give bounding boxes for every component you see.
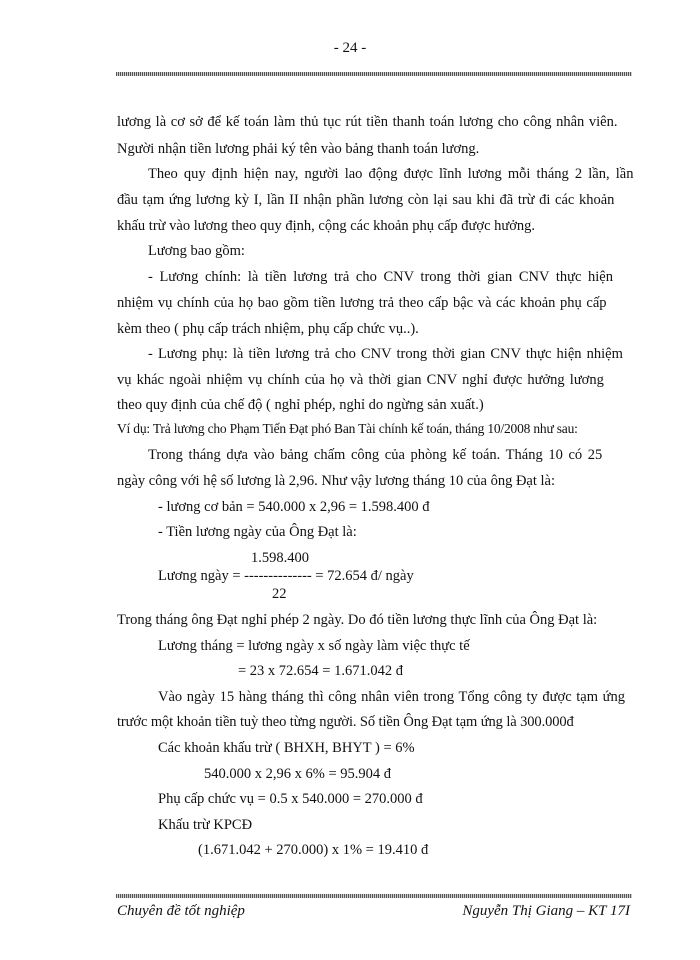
body-line: vụ khác ngoài nhiệm vụ chính của họ và thời gian CNV nghỉ được hưởng lương — [117, 372, 604, 388]
formula-denominator: 22 — [272, 586, 287, 602]
body-line: Các khoản khấu trừ ( BHXH, BHYT ) = 6% — [158, 740, 415, 756]
body-line: đầu tạm ứng lương kỳ I, lần II nhận phần lương còn lại sau khi đã trừ đi các khoản — [117, 192, 615, 208]
body-line: 540.000 x 2,96 x 6% = 95.904 đ — [204, 766, 392, 782]
body-line: nhiệm vụ chính của họ bao gồm tiền lương trả theo cấp bậc và các khoản phụ cấp — [117, 295, 607, 311]
body-line: lương là cơ sở để kế toán làm thủ tục rút tiền thanh toán lương cho công nhân viên. — [117, 114, 618, 130]
header-rule — [116, 72, 632, 76]
body-line: Người nhận tiền lương phải ký tên vào bảng thanh toán lương. — [117, 141, 480, 157]
body-line: - Lương phụ: là tiền lương trả cho CNV trong thời gian CNV thực hiện nhiệm — [148, 346, 623, 362]
body-line: (1.671.042 + 270.000) x 1% = 19.410 đ — [198, 842, 429, 858]
body-line: Vào ngày 15 hàng tháng thì công nhân viên trong Tổng công ty được tạm ứng — [158, 689, 625, 705]
footer-rule — [116, 894, 632, 898]
body-line: Trong tháng dựa vào bảng chấm công của phòng kế toán. Tháng 10 có 25 — [148, 447, 603, 463]
body-line: Phụ cấp chức vụ = 0.5 x 540.000 = 270.000 đ — [158, 791, 423, 807]
body-line: = 23 x 72.654 = 1.671.042 đ — [238, 663, 403, 679]
body-line: - lương cơ bản = 540.000 x 2,96 = 1.598.400 đ — [158, 499, 430, 515]
body-line: Lương bao gồm: — [148, 243, 245, 259]
body-line: trước một khoản tiền tuỳ theo từng người. Số tiền Ông Đạt tạm ứng là 300.000đ — [117, 714, 574, 730]
page-number: - 24 - — [333, 40, 367, 56]
body-line: Theo quy định hiện nay, người lao động được lĩnh lương mỗi tháng 2 lần, lần — [148, 166, 634, 182]
body-line: Khấu trừ KPCĐ — [158, 817, 253, 833]
formula-line: Lương ngày = -------------- = 72.654 đ/ ngày — [158, 568, 414, 584]
body-line: kèm theo ( phụ cấp trách nhiệm, phụ cấp chức vụ..). — [117, 321, 419, 337]
footer-left: Chuyên đề tốt nghiệp — [117, 903, 245, 919]
formula-numerator: 1.598.400 — [251, 550, 309, 566]
footer-right: Nguyễn Thị Giang – KT 17I — [462, 903, 630, 919]
body-line: Trong tháng ông Đạt nghỉ phép 2 ngày. Do đó tiền lương thực lĩnh của Ông Đạt là: — [117, 612, 598, 628]
body-line: Ví dụ: Trả lương cho Phạm Tiến Đạt phó Ban Tài chính kế toán, tháng 10/2008 như sau: — [117, 421, 578, 436]
body-line: - Tiền lương ngày của Ông Đạt là: — [158, 524, 357, 540]
body-line: - Lương chính: là tiền lương trả cho CNV trong thời gian CNV thực hiện — [148, 269, 613, 285]
body-line: khấu trừ vào lương theo quy định, cộng các khoản phụ cấp được hưởng. — [117, 218, 536, 234]
body-line: ngày công với hệ số lương là 2,96. Như vậy lương tháng 10 của ông Đạt là: — [117, 473, 556, 489]
body-line: theo quy định của chế độ ( nghỉ phép, nghỉ do ngừng sản xuất.) — [117, 397, 484, 413]
body-line: Lương tháng = lương ngày x số ngày làm việc thực tế — [158, 638, 470, 654]
